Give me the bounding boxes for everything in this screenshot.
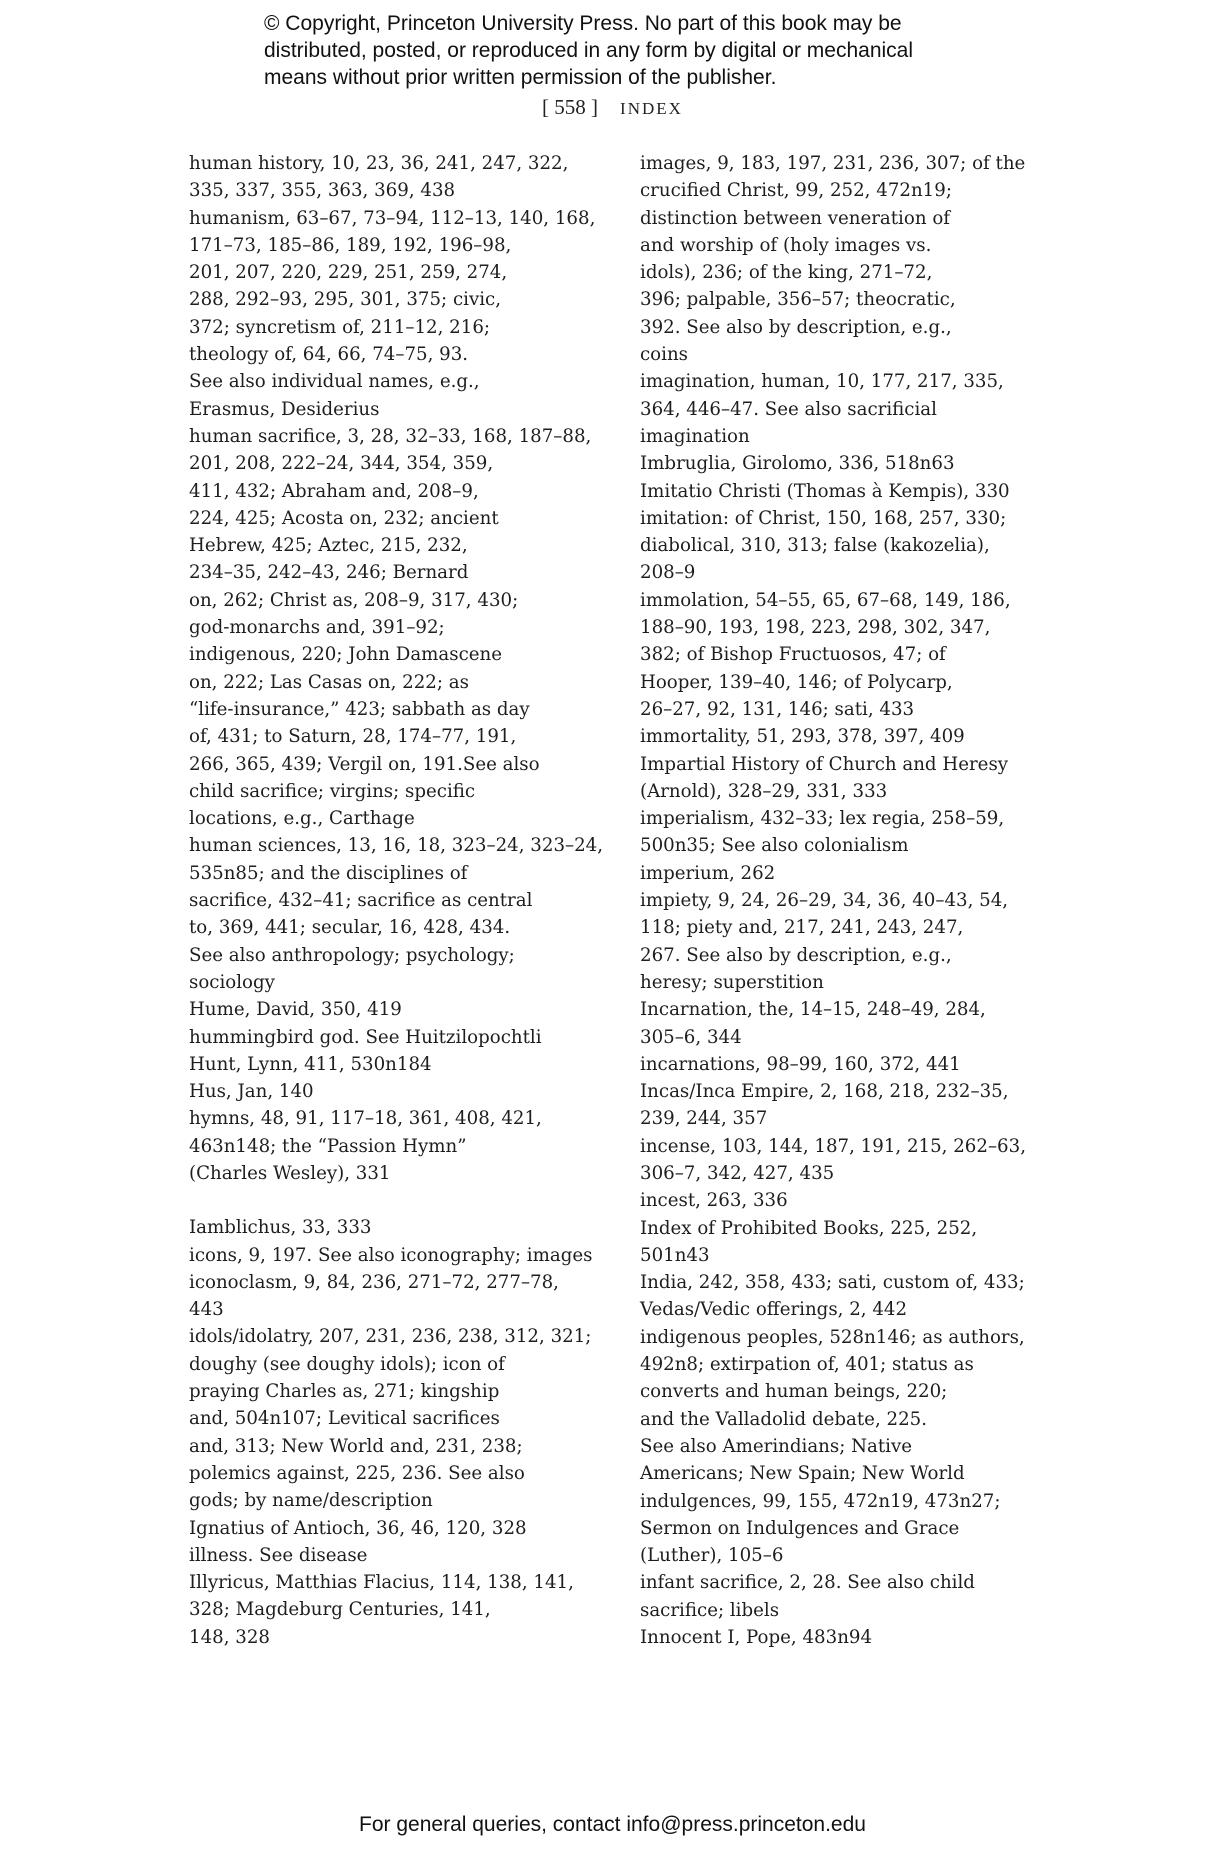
index-entry-line: on, 222; Las Casas on, 222; as [189, 671, 469, 693]
index-entry [640, 723, 1060, 750]
index-entry-line: 148, 328 [189, 1626, 270, 1648]
index-entry-line: “life-insurance,” 423; sabbath as day [189, 698, 530, 720]
index-entry [640, 1078, 1060, 1133]
index-entry [189, 150, 619, 205]
index-entry [640, 1624, 1060, 1651]
index-entry-line: imperium, 262 [640, 862, 776, 884]
index-entry-line: 328; Magdeburg Centuries, 141, [189, 1599, 491, 1621]
index-entry-line: 492n8; extirpation of, 401; status as [640, 1354, 974, 1376]
index-entry [640, 751, 1060, 806]
index-entry-line: idols), 236; of the king, 271–72, [640, 262, 933, 284]
index-entry-line: 306–7, 342, 427, 435 [640, 1162, 835, 1184]
index-entry-line: 201, 207, 220, 229, 251, 259, 274, [189, 262, 508, 284]
index-entry [640, 1324, 1060, 1488]
index-entry-line: 188–90, 193, 198, 223, 298, 302, 347, [640, 617, 991, 639]
index-entry-line: Americans; New Spain; New World [640, 1463, 965, 1485]
index-entry-line: Imitatio Christi (Thomas à Kempis), 330 [640, 480, 1010, 502]
index-entry-line: polemics against, 225, 236. See also [189, 1462, 525, 1484]
index-entry-line: Illyricus, Matthias Flacius, 114, 138, 141, [189, 1572, 574, 1594]
index-entry-line: indigenous peoples, 528n146; as authors, [640, 1326, 1025, 1348]
index-entry-line: Ignatius of Antioch, 36, 46, 120, 328 [189, 1517, 527, 1539]
index-entry-line: child sacrifice; virgins; specific [189, 780, 476, 802]
index-entry-line: iconoclasm, 9, 84, 236, 271–72, 277–78, [189, 1271, 559, 1293]
index-entry [640, 368, 1060, 450]
index-entry-line: Hooper, 139–40, 146; of Polycarp, [640, 671, 953, 693]
index-entry [189, 1269, 619, 1324]
index-entry-line: Impartial History of Church and Heresy [640, 753, 1009, 775]
index-entry-line: incarnations, 98–99, 160, 372, 441 [640, 1053, 961, 1075]
index-entry [640, 587, 1060, 723]
index-entry [640, 1133, 1060, 1188]
index-entry-line: gods; by name/description [189, 1490, 433, 1512]
index-column-right [640, 150, 1060, 1651]
index-entry-line: indigenous, 220; John Damascene [189, 644, 503, 666]
index-entry [189, 1542, 619, 1569]
index-entry-line: Iamblichus, 33, 333 [189, 1217, 372, 1239]
index-entry-line: See also Amerindians; Native [640, 1435, 913, 1457]
index-entry-line: 501n43 [640, 1244, 710, 1266]
index-entry [640, 1051, 1060, 1078]
index-entry-line: (Arnold), 328–29, 331, 333 [640, 780, 888, 802]
index-entry-line: 335, 337, 355, 363, 369, 438 [189, 180, 456, 202]
index-entry-line: Index of Prohibited Books, 225, 252, [640, 1217, 978, 1239]
index-entry [189, 1214, 619, 1241]
index-entry-line: god-monarchs and, 391–92; [189, 617, 445, 639]
index-entry-line: of, 431; to Saturn, 28, 174–77, 191, [189, 726, 517, 748]
index-entry-line: 411, 432; Abraham and, 208–9, [189, 480, 479, 502]
index-entry [189, 1323, 619, 1514]
index-entry [189, 1515, 619, 1542]
index-entry-line: incest, 263, 336 [640, 1190, 788, 1212]
index-entry-line: and the Valladolid debate, 225. [640, 1408, 928, 1430]
index-entry-line: imperialism, 432–33; lex regia, 258–59, [640, 808, 1005, 830]
index-entry-line: humanism, 63–67, 73–94, 112–13, 140, 168, [189, 207, 596, 229]
index-entry-line: Incas/Inca Empire, 2, 168, 218, 232–35, [640, 1081, 1009, 1103]
index-entry [640, 478, 1060, 505]
index-entry-line: 208–9 [640, 562, 696, 584]
index-entry [189, 423, 619, 832]
index-entry-line: Sermon on Indulgences and Grace [640, 1517, 960, 1539]
index-entry [640, 150, 1060, 368]
index-entry-line: Hus, Jan, 140 [189, 1081, 314, 1103]
index-entry-line: sacrifice, 432–41; sacrifice as central [189, 890, 533, 912]
index-entry-line: doughy (see doughy idols); icon of [189, 1353, 505, 1375]
index-entry-line: immortality, 51, 293, 378, 397, 409 [640, 726, 965, 748]
index-entry-line: 396; palpable, 356–57; theocratic, [640, 289, 956, 311]
index-entry-line: diabolical, 310, 313; false (kakozelia), [640, 535, 990, 557]
page-number: [ 558 ] [542, 95, 599, 119]
index-entry-line: human history, 10, 23, 36, 241, 247, 322, [189, 153, 569, 174]
index-entry-line: illness. See disease [189, 1544, 368, 1566]
index-entry-line: incense, 103, 144, 187, 191, 215, 262–63, [640, 1135, 1026, 1157]
index-entry-line: Incarnation, the, 14–15, 248–49, 284, [640, 999, 986, 1021]
index-entry-line: 266, 365, 439; Vergil on, 191.See also [189, 753, 540, 775]
index-entry-line: 535n85; and the disciplines of [189, 862, 468, 884]
index-entry-line: (Luther), 105–6 [640, 1545, 784, 1567]
index-entry-line: imagination [640, 425, 750, 447]
index-entry-line: hummingbird god. See Huitzilopochtli [189, 1026, 542, 1048]
index-entry [640, 450, 1060, 477]
index-entry-line: and, 313; New World and, 231, 238; [189, 1435, 523, 1457]
index-entry-line: 288, 292–93, 295, 301, 375; civic, [189, 289, 502, 311]
index-entry-line: Vedas/Vedic offerings, 2, 442 [640, 1299, 908, 1321]
index-entry-line: and worship of (holy images vs. [640, 234, 932, 256]
index-entry-line: hymns, 48, 91, 117–18, 361, 408, 421, [189, 1108, 542, 1130]
copyright-line: © Copyright, Princeton University Press. No part of this book may be [264, 12, 902, 35]
index-entry-line: to, 369, 441; secular, 16, 428, 434. [189, 917, 511, 939]
section-title: INDEX [620, 99, 683, 118]
index-entry-line: 500n35; See also colonialism [640, 835, 909, 857]
index-entry [640, 996, 1060, 1051]
index-entry-line: images, 9, 183, 197, 231, 236, 307; of the [640, 153, 1026, 174]
index-entry-line: distinction between veneration of [640, 207, 950, 229]
index-entry [640, 860, 1060, 887]
index-entry-line: See also individual names, e.g., [189, 371, 480, 393]
index-entry-line: indulgences, 99, 155, 472n19, 473n27; [640, 1490, 1001, 1512]
index-entry [189, 1569, 619, 1651]
index-entry-line: 267. See also by description, e.g., [640, 944, 952, 966]
index-entry-line: 239, 244, 357 [640, 1108, 768, 1130]
index-entry-line: sacrifice; libels [640, 1599, 780, 1621]
index-entry [640, 1488, 1060, 1570]
index-entry-line: locations, e.g., Carthage [189, 808, 415, 830]
index-entry-line: 118; piety and, 217, 241, 243, 247, [640, 917, 964, 939]
index-entry [189, 1105, 619, 1187]
index-entry-line: imitation: of Christ, 150, 168, 257, 330; [640, 507, 1007, 529]
index-entry [640, 805, 1060, 860]
index-entry-line: icons, 9, 197. See also iconography; images [189, 1244, 593, 1266]
copyright-line: means without prior written permission of the publisher. [264, 66, 777, 89]
index-entry-line: 392. See also by description, e.g., [640, 316, 952, 338]
index-entry-line: on, 262; Christ as, 208–9, 317, 430; [189, 589, 519, 611]
index-entry-line: Hebrew, 425; Aztec, 215, 232, [189, 535, 468, 557]
footer-contact: For general queries, contact info@press.princeton.edu [359, 1813, 866, 1836]
index-entry-line: Erasmus, Desiderius [189, 398, 380, 420]
index-entry-line: 224, 425; Acosta on, 232; ancient [189, 507, 499, 529]
index-entry-line: imagination, human, 10, 177, 217, 335, [640, 371, 1004, 393]
index-entry-line: crucified Christ, 99, 252, 472n19; [640, 180, 952, 202]
index-entry [640, 1215, 1060, 1270]
index-entry-line: praying Charles as, 271; kingship [189, 1381, 500, 1403]
index-entry-line: Hume, David, 350, 419 [189, 999, 402, 1021]
index-entry-line: (Charles Wesley), 331 [189, 1162, 391, 1184]
index-entry [640, 887, 1060, 996]
index-entry-line: 382; of Bishop Fructuosos, 47; of [640, 644, 946, 666]
index-entry-line: 26–27, 92, 131, 146; sati, 433 [640, 698, 915, 720]
running-head [0, 95, 1225, 120]
index-entry [189, 1078, 619, 1105]
index-entry [189, 1051, 619, 1078]
index-entry-line: human sciences, 13, 16, 18, 323–24, 323–24, [189, 835, 604, 857]
index-entry-line: Innocent I, Pope, 483n94 [640, 1627, 873, 1649]
index-entry [640, 1187, 1060, 1214]
index-entry [189, 996, 619, 1023]
index-entry [189, 832, 619, 996]
index-entry [189, 1024, 619, 1051]
index-entry-line: infant sacrifice, 2, 28. See also child [640, 1572, 975, 1594]
index-entry-line: impiety, 9, 24, 26–29, 34, 36, 40–43, 54, [640, 890, 1009, 912]
index-entry-line: 463n148; the “Passion Hymn” [189, 1135, 467, 1157]
index-entry-line: immolation, 54–55, 65, 67–68, 149, 186, [640, 589, 1011, 611]
index-entry-line: 201, 208, 222–24, 344, 354, 359, [189, 453, 494, 475]
index-entry-line: converts and human beings, 220; [640, 1381, 948, 1403]
index-entry-line: idols/idolatry, 207, 231, 236, 238, 312, 321; [189, 1326, 592, 1348]
index-column-left [189, 150, 619, 1651]
index-entry [640, 1569, 1060, 1624]
index-entry-line: 364, 446–47. See also sacrificial [640, 398, 937, 420]
index-entry [189, 1242, 619, 1269]
index-entry-line: 171–73, 185–86, 189, 192, 196–98, [189, 234, 512, 256]
index-entry-line: theology of, 64, 66, 74–75, 93. [189, 344, 469, 366]
index-entry [640, 1269, 1060, 1324]
index-entry-line: See also anthropology; psychology; [189, 944, 515, 966]
index-entry-line: 372; syncretism of, 211–12, 216; [189, 316, 491, 338]
index-entry-line: Imbruglia, Girolomo, 336, 518n63 [640, 453, 955, 475]
index-entry-line: 443 [189, 1299, 224, 1321]
letter-gap [189, 1187, 619, 1214]
copyright-line: distributed, posted, or reproduced in any form by digital or mechanical [264, 39, 914, 62]
index-entry-line: Hunt, Lynn, 411, 530n184 [189, 1053, 432, 1075]
index-entry-line: human sacrifice, 3, 28, 32–33, 168, 187–88, [189, 425, 592, 447]
index-entry [189, 205, 619, 423]
index-entry-line: India, 242, 358, 433; sati, custom of, 433; [640, 1272, 1025, 1294]
index-entry-line: and, 504n107; Levitical sacrifices [189, 1408, 500, 1430]
index-entry-line: coins [640, 344, 688, 366]
index-entry-line: 234–35, 242–43, 246; Bernard [189, 562, 469, 584]
index-entry-line: sociology [189, 971, 275, 993]
index-entry-line: heresy; superstition [640, 971, 824, 993]
index-entry-line: 305–6, 344 [640, 1026, 742, 1048]
index-entry [640, 505, 1060, 587]
copyright-notice [264, 10, 1024, 91]
